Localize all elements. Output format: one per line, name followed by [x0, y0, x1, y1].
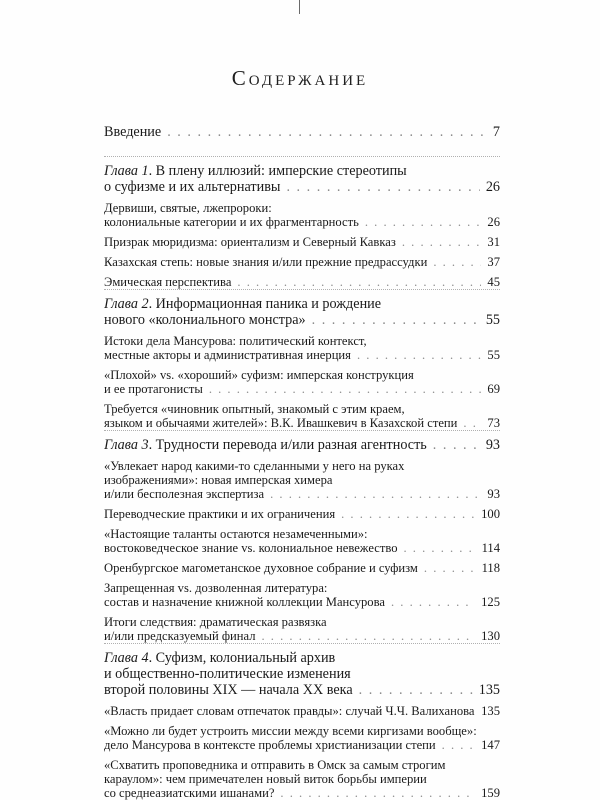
page-number: 93	[480, 437, 500, 453]
chapter-title-line	[104, 437, 500, 453]
toc-entry-section[interactable]	[104, 581, 500, 609]
toc-entry-section[interactable]	[104, 507, 500, 521]
chapter-label: Глава 3	[104, 437, 149, 453]
section-title-text: Переводческие практики и их ограничения	[104, 507, 336, 521]
chapter-title-text: Глава 2. Информационная паника и рождение	[104, 296, 382, 312]
chapter-label: Глава 1	[104, 163, 149, 179]
section-title-text: востоковедческое знание vs. колониальное невежество	[104, 541, 398, 555]
page-number: 26	[480, 179, 500, 195]
section-title-line	[104, 348, 500, 362]
section-title-line	[104, 402, 500, 416]
section-title-line	[104, 527, 500, 541]
chapter-title-text: Глава 4. Суфизм, колониальный архив	[104, 650, 336, 666]
page-number: 73	[481, 416, 500, 430]
section-title-text: «Власть придает словам отпечаток правды»: случай Ч.Ч. Валиханова	[104, 704, 475, 718]
chapter-title-line	[104, 650, 500, 666]
section-title-line	[104, 595, 500, 609]
toc-entry-chapter[interactable]	[104, 431, 500, 453]
section-title-line	[104, 368, 500, 382]
section-title-text: Истоки дела Мансурова: политический контекст,	[104, 334, 367, 348]
chapter-label: Глава 4	[104, 650, 149, 666]
page-number: 135	[475, 704, 500, 718]
toc-entry-chapter[interactable]	[104, 290, 500, 328]
section-title-line	[104, 724, 500, 738]
section-title-line	[104, 459, 500, 473]
section-title-line	[104, 772, 500, 786]
chapter-title-line	[104, 296, 500, 312]
toc-entry-section[interactable]	[104, 724, 500, 752]
section-title-text: Призрак мюридизма: ориентализм и Северный Кавказ	[104, 235, 396, 249]
page-number: 100	[475, 507, 500, 521]
chapter-title-line	[104, 163, 500, 179]
page-number: 130	[475, 629, 500, 643]
section-title-line	[104, 201, 500, 215]
toc-entry-section[interactable]	[104, 235, 500, 249]
toc-entry-section[interactable]	[104, 758, 500, 800]
section-title-text: и/или бесполезная экспертиза	[104, 487, 265, 501]
section-title-text: «Схватить проповедника и отправить в Омск за самым строгим	[104, 758, 446, 772]
section-title-text: изображениями»: новая имперская химера	[104, 473, 333, 487]
section-title-text: и/или предсказуемый финал	[104, 629, 256, 643]
page-number: 55	[481, 348, 500, 362]
toc-entry-intro[interactable]	[104, 124, 500, 140]
page-number: 31	[481, 235, 500, 249]
toc-entry-section[interactable]	[104, 561, 500, 575]
section-title-line	[104, 629, 500, 643]
page-number: 45	[481, 275, 500, 289]
section-title-line	[104, 473, 500, 487]
page-number: 7	[487, 124, 500, 140]
section-title-line	[104, 487, 500, 501]
section-title-line	[104, 235, 500, 249]
page-number: 69	[481, 382, 500, 396]
table-of-contents	[104, 124, 500, 800]
section-title-text: караулом»: чем примечателен новый виток борьбы империи	[104, 772, 427, 786]
chapter-label: Глава 2	[104, 296, 149, 312]
page-number: 26	[481, 215, 500, 229]
section-title-line	[104, 416, 500, 430]
chapter-title-text: о суфизме и их альтернативы	[104, 179, 281, 195]
toc-entry-section[interactable]	[104, 615, 500, 643]
section-title-text: «Плохой» vs. «хороший» суфизм: имперская конструкция	[104, 368, 414, 382]
section-title-text: Эмическая перспектива	[104, 275, 232, 289]
section-title-text: местные акторы и административная инерция	[104, 348, 351, 362]
section-title-text: «Настоящие таланты остаются незамеченными»:	[104, 527, 368, 541]
page-number: 118	[476, 561, 500, 575]
chapter-title-line	[104, 179, 500, 195]
section-title-line	[104, 507, 500, 521]
chapter-title-text: Глава 3. Трудности перевода и/или разная агентность	[104, 437, 427, 453]
toc-entry-section[interactable]	[104, 527, 500, 555]
page-number: 135	[473, 682, 500, 698]
section-title-line	[104, 541, 500, 555]
toc-entry-section[interactable]	[104, 402, 500, 430]
section-title-text: Требуется «чиновник опытный, знакомый с этим краем,	[104, 402, 405, 416]
section-title-text: языком и обычаями жителей»: В.К. Ивашкевич в Казахской степи	[104, 416, 458, 430]
page-title: Содержание	[231, 66, 369, 90]
chapter-title-text: Глава 1. В плену иллюзий: имперские стереотипы	[104, 163, 407, 179]
entry-title: Введение	[104, 124, 162, 140]
section-title-text: Итоги следствия: драматическая развязка	[104, 615, 327, 629]
section-title-text: Оренбургское магометанское духовное собрание и суфизм	[104, 561, 418, 575]
section-title-line	[104, 255, 500, 269]
section-title-line	[104, 382, 500, 396]
toc-entry-chapter[interactable]	[104, 157, 500, 195]
section-title-text: состав и назначение книжной коллекции Мансурова	[104, 595, 385, 609]
chapter-title-line	[104, 666, 500, 682]
chapter-title-text: и общественно-политические изменения	[104, 666, 351, 682]
page-number: 93	[481, 487, 500, 501]
section-title-line	[104, 581, 500, 595]
fold-mark	[299, 0, 300, 14]
section-title-line	[104, 758, 500, 772]
toc-entry-section[interactable]	[104, 704, 500, 718]
page-number: 55	[480, 312, 500, 328]
page-number: 159	[475, 786, 500, 800]
section-title-text: колониальные категории и их фрагментарность	[104, 215, 359, 229]
section-title-line	[104, 615, 500, 629]
section-title-text: дело Мансурова в контексте проблемы христианизации степи	[104, 738, 436, 752]
section-title-text: Запрещенная vs. дозволенная литература:	[104, 581, 328, 595]
page-number: 114	[476, 541, 500, 555]
section-title-text: и ее протагонисты	[104, 382, 203, 396]
section-title-line	[104, 704, 500, 718]
chapter-title-text: второй половины XIX — начала XX века	[104, 682, 353, 698]
section-title-line	[104, 275, 500, 289]
toc-entry-section[interactable]	[104, 334, 500, 362]
section-title-line	[104, 786, 500, 800]
section-title-line	[104, 215, 500, 229]
section-title-text: со среднеазиатскими ишанами?	[104, 786, 275, 800]
toc-entry-chapter[interactable]	[104, 644, 500, 698]
page-number: 37	[481, 255, 500, 269]
section-title-text: Казахская степь: новые знания и/или прежние предрассудки	[104, 255, 428, 269]
chapter-title-line	[104, 312, 500, 328]
chapter-title-line	[104, 682, 500, 698]
section-title-text: «Можно ли будет устроить миссии между всеми киргизами вообще»:	[104, 724, 477, 738]
section-title-text: «Увлекает народ какими-то сделанными у него на руках	[104, 459, 405, 473]
toc-entry-section[interactable]	[104, 201, 500, 229]
toc-entry-section[interactable]	[104, 459, 500, 501]
section-title-line	[104, 561, 500, 575]
toc-entry-section[interactable]	[104, 275, 500, 289]
section-title-text: Дервиши, святые, лжепророки:	[104, 201, 272, 215]
chapter-title-text: нового «колониального монстра»	[104, 312, 306, 328]
section-title-line	[104, 334, 500, 348]
toc-entry-section[interactable]	[104, 368, 500, 396]
toc-entry-section[interactable]	[104, 255, 500, 269]
page-number: 147	[475, 738, 500, 752]
page-number: 125	[475, 595, 500, 609]
